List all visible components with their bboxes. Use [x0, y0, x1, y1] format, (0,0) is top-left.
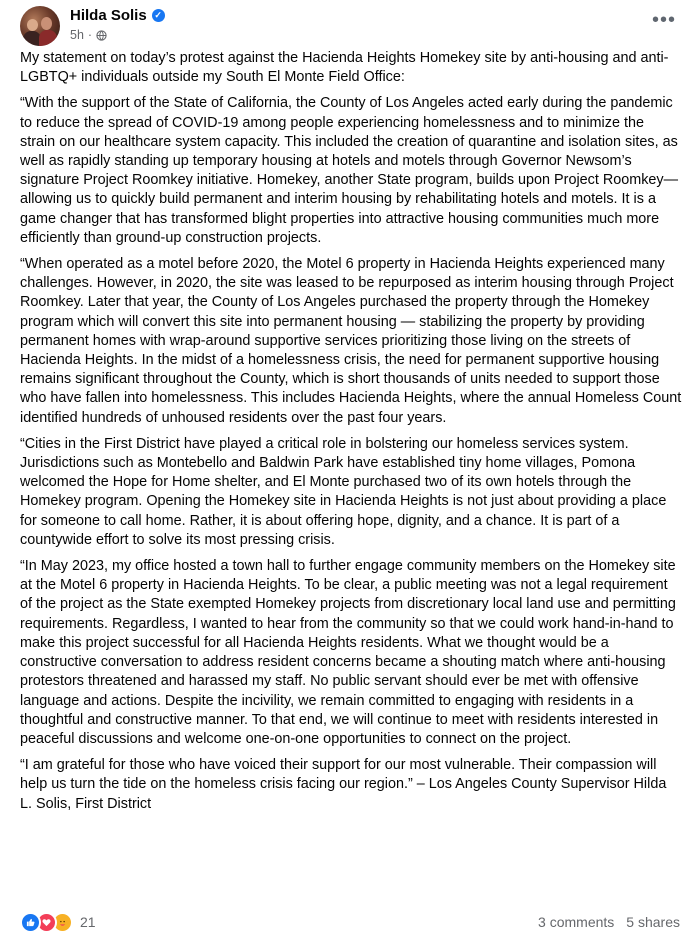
post-paragraph: My statement on today’s protest against the Hacienda Heights Homekey site by anti-housing and anti-LGBTQ+ individuals outside my South El Monte Field Office:: [20, 50, 669, 86]
post-time[interactable]: 5h: [70, 28, 84, 42]
post-header: [20, 6, 680, 46]
avatar[interactable]: [20, 6, 60, 46]
shares-link[interactable]: 5 shares: [626, 914, 680, 930]
reactions-summary[interactable]: [20, 912, 96, 933]
post-footer: [20, 910, 680, 934]
reaction-count: 21: [80, 914, 96, 930]
like-icon: [20, 912, 41, 933]
author-row: [70, 7, 165, 24]
verified-badge-icon: ✓: [152, 9, 165, 22]
engagement-stats: [538, 914, 680, 930]
post-paragraph: “With the support of the State of California, the County of Los Angeles acted early during the pandemic to reduce the spread of COVID-19 among people experiencing homelessness and to minimize the strain on our healthcare system capacity. This included the creation of quarantine and isolation sites, as well as rapidly standing up temporary housing at hotels and motels through Governor Newsom’s signature Project Roomkey initiative. Homekey, another State program, builds upon Project Roomkey—allowing us to quickly build permanent and interim housing by rehabilitating hotels and motels. It is a game changer that has transformed blight properties into attractive housing communities much more efficiently than ground-up construction projects.: [20, 95, 679, 246]
post-body: [20, 49, 682, 821]
more-options-button[interactable]: •••: [651, 9, 676, 31]
comments-link[interactable]: 3 comments: [538, 914, 615, 930]
meta-separator: ·: [87, 28, 93, 42]
post-paragraph: “When operated as a motel before 2020, the Motel 6 property in Hacienda Heights experienced many challenges. However, in 2020, the site was leased to be repurposed as interim housing through Project Roomkey. Later that year, the County of Los Angeles purchased the property through the Homekey program which will convert this site into permanent housing — stabilizing the property by providing permanent homes with wrap-around supportive services prioritizing those living on the streets of Hacienda Heights. In the midst of a homelessness crisis, the need for permanent supportive housing remains significant throughout the County, which is short thousands of units needed to support those who have fallen into homelessness. This includes Hacienda Heights, where the annual Homeless Count identified hundreds of unhoused residents over the past four years.: [20, 256, 682, 426]
globe-icon: [96, 30, 107, 41]
post-paragraph: “I am grateful for those who have voiced their support for our most vulnerable. Their compassion will help us turn the tide on the homeless crisis facing our region.” – Los Angeles County Supervisor Hilda L. Solis, First District: [20, 757, 667, 812]
author-name[interactable]: Hilda Solis: [70, 7, 147, 24]
post-paragraph: “Cities in the First District have played a critical role in bolstering our homeless services system. Jurisdictions such as Montebello and Baldwin Park have established tiny home villages, Pomona welcomed the Hope for Home shelter, and El Monte purchased two of its own hotels through the Homekey program. Opening the Homekey site in Hacienda Heights is not just about providing a place for someone to call home. Rather, it is about offering hope, dignity, and a chance. It is part of a countywide effort to solve its most pressing crisis.: [20, 435, 667, 548]
post-paragraph: “In May 2023, my office hosted a town hall to further engage community members on the Homekey site at the Motel 6 property in Hacienda Heights. To be clear, a public meeting was not a legal requirement of the project as the State exempted Homekey projects from discretionary local land use and permitting requirements. Regardless, I wanted to hear from the community so that we could work hand-in-hand to make this project successful for all Hacienda Heights residents. What we thought would be a constructive conversation to address resident concerns became a shouting match where anti-housing protestors threatened and harassed my staff. No public servant should ever be met with offensive language and actions. Despite the incivility, we remain committed to engaging with residents in a thoughtful and constructive manner. To that end, we will continue to meet with residents interested in peaceful discussions and welcome one-on-one opportunities to connect on the project.: [20, 558, 676, 747]
post-meta: [70, 28, 107, 42]
